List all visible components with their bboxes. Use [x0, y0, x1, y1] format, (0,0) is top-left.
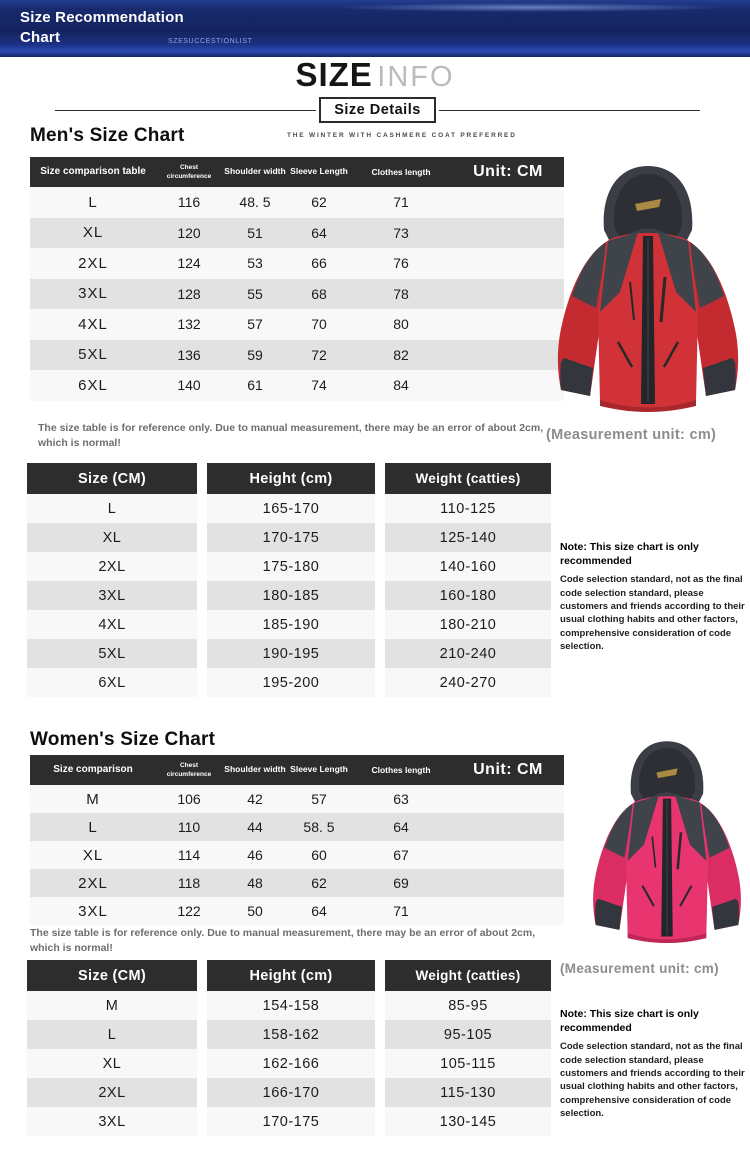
- table-cell: 154-158: [207, 991, 375, 1020]
- column-header-chest: Chest circumference: [166, 761, 212, 778]
- table-cell: M: [27, 991, 197, 1020]
- column-header-unit: Unit: CM: [473, 163, 543, 180]
- table-cell: 5XL: [78, 346, 108, 364]
- table-cell: 66: [311, 255, 327, 272]
- table-cell: 51: [247, 224, 263, 241]
- table-cell: 58. 5: [303, 819, 335, 835]
- mens-measure-table: [30, 157, 564, 401]
- column-header-chest: Chest circumference: [166, 163, 212, 180]
- table-cell: 120: [177, 224, 201, 241]
- column-header-clothes: Clothes length: [371, 167, 431, 177]
- fit-column-size: [27, 960, 197, 1136]
- table-cell: 140: [177, 377, 201, 394]
- table-cell: 71: [393, 903, 409, 919]
- table-row: [30, 370, 564, 401]
- table-cell: 71: [393, 194, 409, 211]
- table-cell: 55: [247, 285, 263, 302]
- table-cell: 78: [393, 285, 409, 302]
- fit-column-weight: [385, 463, 551, 697]
- column-header-sleeve: Sleeve Length: [290, 764, 348, 775]
- mens-measurement-unit: (Measurement unit: cm): [546, 427, 717, 443]
- table-cell: 60: [311, 847, 327, 863]
- size-details-divider: [55, 97, 700, 123]
- womens-side-note: [560, 1007, 748, 1120]
- table-row: [30, 279, 564, 310]
- divider-line-right: [439, 110, 700, 111]
- table-row: [30, 813, 564, 841]
- table-cell: 48. 5: [239, 194, 271, 211]
- table-cell: 122: [177, 903, 201, 919]
- fit-header-weight: Weight (catties): [385, 960, 551, 991]
- table-cell: 130-145: [385, 1107, 551, 1136]
- table-cell: 70: [311, 316, 327, 333]
- table-cell: 69: [393, 875, 409, 891]
- table-cell: 53: [247, 255, 263, 272]
- table-cell: L: [88, 818, 98, 836]
- page-title: [0, 56, 750, 94]
- column-header-unit: Unit: CM: [473, 761, 543, 778]
- table-cell: 3XL: [27, 1107, 197, 1136]
- table-cell: 116: [177, 194, 201, 211]
- womens-table-note: The size table is for reference only. Due to manual measurement, there may be an error of about 2cm, which is normal!: [30, 927, 536, 954]
- table-cell: 158-162: [207, 1020, 375, 1049]
- table-cell: M: [86, 790, 100, 808]
- table-cell: 2XL: [78, 874, 108, 892]
- womens-measurement-unit: (Measurement unit: cm): [560, 961, 719, 976]
- table-cell: 210-240: [385, 639, 551, 668]
- table-cell: 136: [177, 346, 201, 363]
- fit-column-height: [207, 960, 375, 1136]
- fit-header-size: Size (CM): [27, 960, 197, 991]
- table-cell: 110: [177, 819, 201, 835]
- table-cell: 180-210: [385, 610, 551, 639]
- table-cell: 44: [247, 819, 263, 835]
- column-header-clothes: Clothes length: [371, 765, 431, 775]
- womens-section-title: Women's Size Chart: [30, 729, 216, 750]
- mens-table-note: The size table is for reference only. Due to manual measurement, there may be an error of about 2cm, which is normal!: [38, 422, 544, 449]
- mens-jacket-image: [548, 162, 748, 412]
- table-cell: 4XL: [78, 315, 108, 333]
- table-cell: 62: [311, 875, 327, 891]
- table-cell: 114: [177, 847, 201, 863]
- table-row: [30, 248, 564, 279]
- table-cell: 82: [393, 346, 409, 363]
- mens-fit-table: [27, 463, 551, 697]
- table-cell: 74: [311, 377, 327, 394]
- table-cell: L: [88, 193, 98, 211]
- table-cell: XL: [27, 523, 197, 552]
- table-cell: 132: [177, 316, 201, 333]
- table-cell: 2XL: [27, 552, 197, 581]
- side-note-body: Code selection standard, not as the final code selection standard, please customers and friends according to their usual clothing habits and other factors, comprehensive consideration of code selection.: [560, 1041, 745, 1119]
- table-cell: [452, 869, 564, 897]
- table-row: [30, 218, 564, 249]
- table-cell: 140-160: [385, 552, 551, 581]
- table-cell: [452, 841, 564, 869]
- table-cell: 67: [393, 847, 409, 863]
- table-cell: 240-270: [385, 668, 551, 697]
- table-cell: 3XL: [78, 902, 108, 920]
- table-cell: 42: [247, 791, 263, 807]
- table-cell: 80: [393, 316, 409, 333]
- table-cell: 2XL: [78, 254, 108, 272]
- table-cell: [452, 785, 564, 813]
- table-cell: 76: [393, 255, 409, 272]
- table-cell: 6XL: [78, 376, 108, 394]
- table-cell: XL: [82, 224, 104, 242]
- mens-measure-table-header: [30, 157, 564, 187]
- table-cell: [452, 813, 564, 841]
- table-cell: [452, 897, 564, 925]
- table-row: [30, 897, 564, 925]
- table-row: [30, 869, 564, 897]
- table-cell: 175-180: [207, 552, 375, 581]
- divider-line-left: [55, 110, 316, 111]
- side-note-title: Note: This size chart is only recommended: [560, 1008, 699, 1035]
- table-cell: 50: [247, 903, 263, 919]
- table-row: [30, 841, 564, 869]
- table-cell: 6XL: [27, 668, 197, 697]
- banner: [0, 0, 750, 57]
- column-header-shoulder: Shoulder width: [224, 166, 286, 177]
- table-cell: 57: [247, 316, 263, 333]
- table-cell: 2XL: [27, 1078, 197, 1107]
- table-cell: 162-166: [207, 1049, 375, 1078]
- table-cell: 166-170: [207, 1078, 375, 1107]
- table-cell: 105-115: [385, 1049, 551, 1078]
- banner-subtitle: SZESUCCESTIONLIST: [168, 38, 253, 45]
- table-cell: 68: [311, 285, 327, 302]
- fit-header-weight: Weight (catties): [385, 463, 551, 494]
- table-cell: 115-130: [385, 1078, 551, 1107]
- table-cell: 57: [311, 791, 327, 807]
- table-cell: 170-175: [207, 1107, 375, 1136]
- table-cell: XL: [27, 1049, 197, 1078]
- table-cell: 5XL: [27, 639, 197, 668]
- table-cell: 73: [393, 224, 409, 241]
- table-cell: 62: [311, 194, 327, 211]
- womens-fit-table: [27, 960, 551, 1136]
- table-cell: 128: [177, 285, 201, 302]
- table-cell: 190-195: [207, 639, 375, 668]
- table-cell: 84: [393, 377, 409, 394]
- table-cell: 170-175: [207, 523, 375, 552]
- table-cell: 95-105: [385, 1020, 551, 1049]
- table-cell: 124: [177, 255, 201, 272]
- size-details-label: Size Details: [319, 97, 436, 123]
- side-note-body: Code selection standard, not as the final code selection standard, please customers and friends according to their usual clothing habits and other factors, comprehensive consideration of code selection.: [560, 574, 745, 652]
- table-cell: 185-190: [207, 610, 375, 639]
- table-cell: 195-200: [207, 668, 375, 697]
- table-cell: 4XL: [27, 610, 197, 639]
- side-note-title: Note: This size chart is only recommended: [560, 541, 699, 568]
- table-cell: 64: [311, 224, 327, 241]
- fit-header-height: Height (cm): [207, 463, 375, 494]
- table-cell: 48: [247, 875, 263, 891]
- table-cell: 125-140: [385, 523, 551, 552]
- womens-jacket-image: [585, 726, 749, 955]
- womens-measure-table: [30, 755, 564, 925]
- fit-column-weight: [385, 960, 551, 1136]
- column-header-sleeve: Sleeve Length: [290, 166, 348, 177]
- table-row: [30, 187, 564, 218]
- banner-title: Size Recommendation Chart: [20, 9, 184, 47]
- mens-section-title: Men's Size Chart: [30, 125, 185, 146]
- title-size-word: SIZE: [295, 56, 373, 93]
- table-cell: L: [27, 494, 197, 523]
- fit-column-height: [207, 463, 375, 697]
- table-cell: 180-185: [207, 581, 375, 610]
- table-cell: L: [27, 1020, 197, 1049]
- column-header-size: Size comparison: [53, 763, 133, 775]
- mens-side-note: [560, 540, 748, 653]
- table-cell: 106: [177, 791, 201, 807]
- table-cell: 85-95: [385, 991, 551, 1020]
- table-cell: 61: [247, 377, 263, 394]
- fit-header-size: Size (CM): [27, 463, 197, 494]
- fit-header-height: Height (cm): [207, 960, 375, 991]
- table-cell: 3XL: [78, 285, 108, 303]
- table-cell: 64: [393, 819, 409, 835]
- table-cell: 59: [247, 346, 263, 363]
- table-row: [30, 309, 564, 340]
- table-cell: 3XL: [27, 581, 197, 610]
- table-cell: 165-170: [207, 494, 375, 523]
- womens-measure-table-header: [30, 755, 564, 785]
- table-cell: 64: [311, 903, 327, 919]
- table-row: [30, 340, 564, 371]
- table-cell: 46: [247, 847, 263, 863]
- table-cell: 110-125: [385, 494, 551, 523]
- column-header-shoulder: Shoulder width: [224, 764, 286, 775]
- table-row: [30, 785, 564, 813]
- table-cell: 118: [177, 875, 201, 891]
- title-info-word: INFO: [377, 61, 455, 93]
- table-cell: 63: [393, 791, 409, 807]
- table-cell: 72: [311, 346, 327, 363]
- tagline: THE WINTER WITH CASHMERE COAT PREFERRED: [287, 132, 517, 139]
- table-cell: 160-180: [385, 581, 551, 610]
- fit-column-size: [27, 463, 197, 697]
- table-cell: XL: [82, 846, 104, 864]
- column-header-size: Size comparison table: [40, 165, 146, 177]
